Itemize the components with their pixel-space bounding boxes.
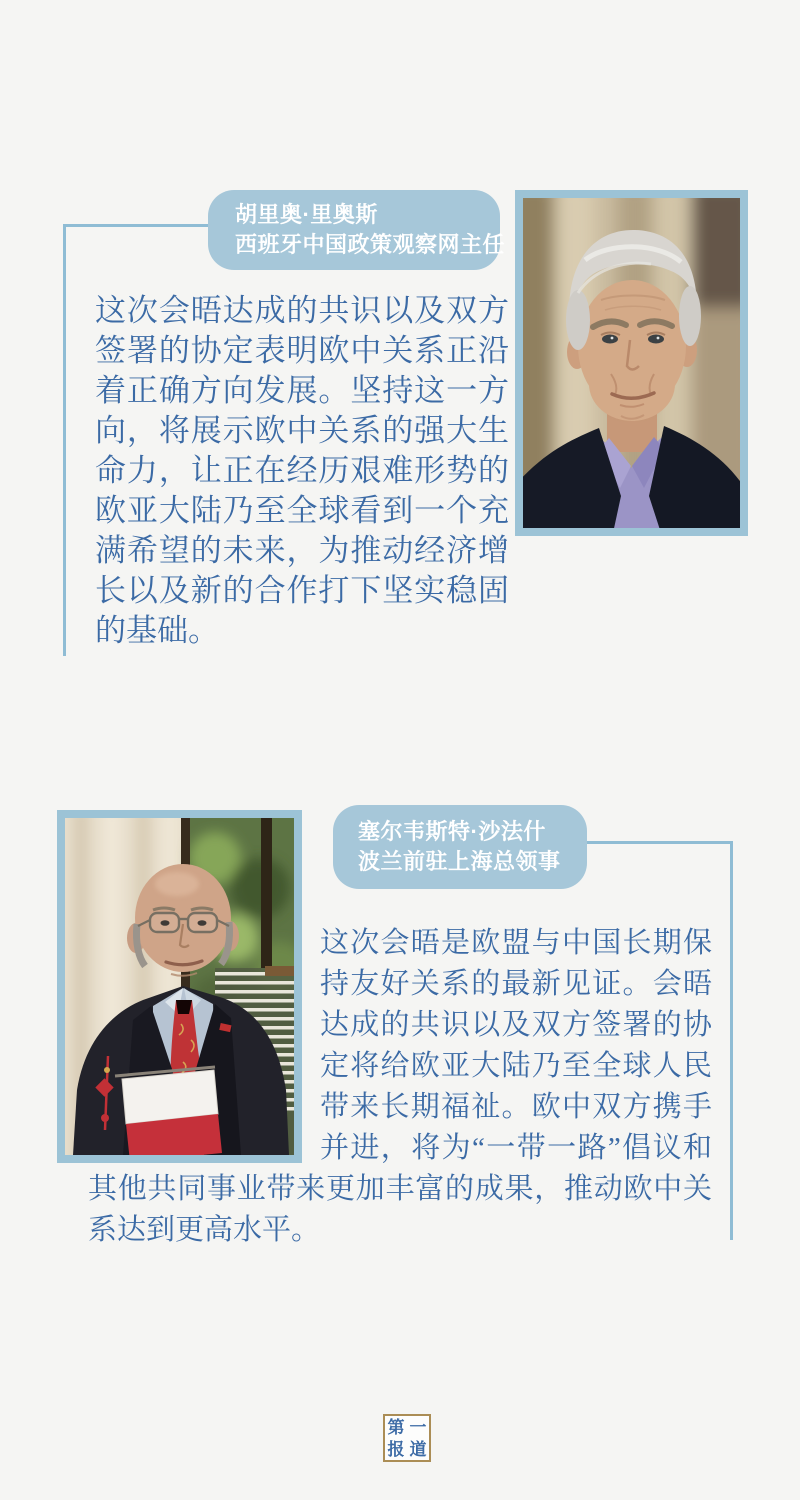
logo-char-1: 第 [387, 1417, 405, 1437]
speaker-badge-2 [333, 805, 587, 889]
quote-text-1: 这次会晤达成的共识以及双方签署的协定表明欧中关系正沿着正确方向发展。坚持这一方向，将展示欧中关系的强大生命力，让正在经历艰难形势的欧亚大陆乃至全球看到一个充满希望的未来，为推动经济增长以及新的合作打下坚实稳固的基础。 [95, 293, 509, 648]
speaker-title-1: 西班牙中国政策观察网主任 [235, 232, 506, 257]
footer-logo-grid [385, 1416, 429, 1460]
corner-bracket-horizontal-2 [587, 841, 733, 844]
quote-text-2 [88, 923, 712, 1251]
corner-bracket-vertical-1 [63, 224, 66, 656]
logo-char-4: 道 [409, 1439, 427, 1459]
speaker-title-2: 波兰前驻上海总领事 [358, 849, 561, 874]
speaker-name-1: 胡里奥·里奥斯 [235, 202, 378, 227]
quote-text-2-content: 这次会晤是欧盟与中国长期保持友好关系的最新见证。会晤达成的共识以及双方签署的协定将给欧亚大陆乃至全球人民带来长期福祉。欧中双方携手并进，将为“一带一路”倡议和其他共同事业带来更加丰富的成果，推动欧中关系达到更高水平。 [88, 927, 712, 1246]
logo-char-3: 报 [387, 1439, 405, 1459]
logo-char-2: 一 [409, 1417, 427, 1437]
speaker-badge-1 [208, 190, 506, 270]
corner-bracket-horizontal-1 [63, 224, 209, 227]
speaker-name-2: 塞尔韦斯特·沙法什 [358, 819, 546, 844]
footer-logo-diyi-baodao [383, 1414, 431, 1462]
photo-wrap-spacer [88, 923, 320, 1168]
speaker1-portrait-photo [515, 190, 748, 536]
corner-bracket-vertical-2 [730, 841, 733, 1240]
portrait-gray-haired-man [523, 198, 740, 528]
